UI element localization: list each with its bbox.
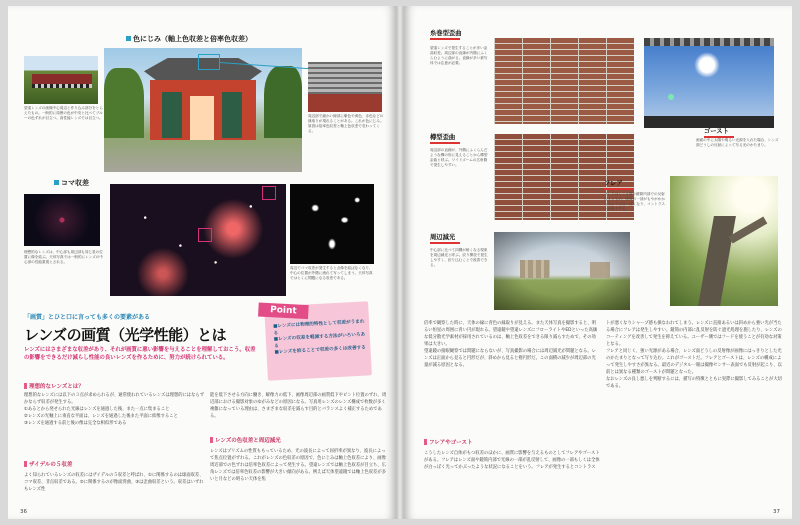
body-ideal: 理想的なレンズには以下の３点が求められるが、通常使われているレンズは理想的にはならずかならず収差が発生する。 ①あるとから発せられた光線はレンズを通過した後、また一点に集まること ②レンズの光軸上に垂直な平面は、レンズを通過した後また平面に結像すること ③レンズを通過する前と後の像は完全な相似形である: [24, 393, 204, 426]
body-right-col2: トが悪くなりシャープ感も損なわれてしまう。レンズに直接あるいは斜めから強い光が当たる場合にフレアは発生しやすい。鏡筒の内部に乱反射を防ぐ遮光処理を施したり、レンズのコーティングを改善して発生を抑えている。ユーザー側ではフードを使うことが有効な対策となる。 フレアと同じく、強い光源がある場合、レンズ面どうしの反射像が画像にはっきりとした光のかたまりとなって写り込む。これがゴーストだ。フレアとゴーストは、レンズの構成によって発生しやすさが異なる。最近のデジタル一眼は撮像センサー表面でも反射が起こり、以前とは異なる種類のゴーストが問題となった。 なおレンズの良し悪しを判断するには、描写の特徴とともに実際に撮影してみることが大切である。: [606, 321, 782, 389]
caption-pincushion: 望遠レンズで発生することが多い歪曲収差。周辺部の直線が内側にふくらむように曲がる。直線が多い被写体では注意が必要。: [430, 46, 488, 65]
body-mid: 能を低下させる方向に働き、解像力の低下、画像周辺部の画質低下やピント位置のずれ、周辺部における撮影対象のゆがみなどの原因になる。写真用レンズのレンズ構成で枚数が多く複雑になっている理由は、さまざまな収差を減らす目的とバランスよく補正するためである。: [210, 393, 387, 419]
left-page: [8, 6, 396, 519]
photo-vignette-city: [494, 232, 630, 310]
photo-ghost-sun: [644, 38, 774, 128]
section-title-chromatic: 色にじみ（軸上色収差と倍率色収差）: [126, 34, 252, 44]
page-gutter: [396, 6, 404, 519]
caption-detail: 周辺部で細かい線部に紫色や黄色、赤色などの縁取りが現れることがある。これが色にじみ。原因は倍率色収差と軸上色収差で変わってくる。: [308, 114, 384, 133]
point-item: ■レンズには物理的特性として収差がうまれる: [273, 319, 365, 336]
point-item: ■レンズの収差を軽減する方法がいろいろある: [273, 332, 366, 350]
photo-stars-center: [24, 194, 100, 246]
callout-box-roof: [198, 54, 220, 70]
caption-coma-left: 理想的なレンズは、中心部も周辺部も同じ星の位置に像を結ぶ。天体写真では一般的にレンズの中心部の性能重視とされる。: [24, 250, 103, 264]
body-right-col1: 倍率で観察した時に、天体の縁に青色の縁取りが見える。また天体写真を撮影すると、明るい恒星の周囲に青い円が現れる。望遠鏡や望遠レンズにフローライトやEDといった高価な低分散光学素材が採用されているのは、軸上色収差をできる限り減らすためで、その効果は大きい。 望遠鏡の接眼観察では問題にならないが、写真撮影の場合には周辺減光が問題となる。レンズは正面から見ると円形だが、斜めから見ると楕円形だ。この面積の減少が周辺部の光量が減る原因となる。: [424, 321, 598, 368]
photo-trees-detail: [24, 56, 98, 104]
point-label: Point: [258, 302, 309, 319]
point-box: [264, 301, 372, 380]
caption-coma-right: 周辺でコマ収差が発生すると点像を結ばなくなり、中心の位置が外側に流れて写ってしまう。天体写真ではとくに問題になる収差である。: [290, 266, 373, 280]
callout-box-corner: [262, 186, 276, 200]
photo-stars-corner: [290, 184, 374, 264]
body-seidel: よく知られているレンズの収差にはザイデルの５収差と呼ばれ、①に関係するのは球面収差、コマ収差、非点収差である。②に関係するのが像面湾曲、③は歪曲収差という。収差はいずれもレンズ性: [24, 473, 204, 492]
caption-flare: フレアはレンズ面や鏡筒内部での反射によるもの。画像の一部がもやがかかったように白っぽくなり、コントラストが低下する。: [604, 192, 665, 211]
section-title-coma: コマ収差: [54, 178, 89, 188]
caption-barrel: 周辺部の直線が、外側にふくらんだような樽の形に見えることから樽型歪曲と呼ぶ。ワイドズームの広角側で発生しやすい。: [430, 148, 488, 167]
callout-box-center: [198, 228, 212, 242]
photo-brick-pincushion: [494, 38, 634, 124]
body-chromatic: レンズはプリズムの性質ももっているため、光の波長によって屈折率が異なり、波長によって焦点位置がずれる。これがレンズの色収差の原因で、色にじみは軸上色収差により、画像周辺部での色ずれは倍率色収差によって発生する。望遠レンズでは軸上色収差が目立ち、広角レンズでは倍率色収差の影響が大きい傾向がある。例えば天体望遠鏡では軸上色収差が多いと月などの明るい天体を焦: [210, 449, 386, 482]
point-item: ■レンズを絞ることで収差の多くは改善する: [274, 345, 366, 356]
tag-vignette: 周辺減光: [430, 232, 460, 244]
caption-ghost: 画面の中に太陽や明るい光源を入れた場合、レンズ面どうしの反射によって写る光のかたまり。: [696, 138, 779, 147]
right-page: [404, 6, 792, 519]
body-right-col1b: こうしたレンズ自体がもつ収差のほかに、画質に影響を与えるものとしてフレアやゴーストがある。フレアはレンズ面や鏡筒内部で光線の一部が乱反射して、画像の一部もしくは全体が白っぽく光ってかぶったような状況になることをいう。フレアが発生するとコントラス: [424, 451, 600, 470]
tag-flare: フレア: [604, 178, 634, 190]
tag-pincushion: 糸巻型歪曲: [430, 28, 461, 40]
heading-flare-ghost: フレアやゴースト: [424, 438, 473, 446]
tag-ghost: ゴースト: [704, 126, 734, 138]
heading-chromatic: レンズの色収差と周辺減光: [210, 436, 281, 444]
tag-barrel: 樽型歪曲: [430, 132, 460, 144]
headline-sub: 「画質」とひと口に言っても多くの要素がある: [24, 314, 151, 321]
caption-temple: 望遠レンズの画像中心周辺と作り込み部分をとらえたもの。一般的に周囲の色が中央と比べてブルーの色ずれが目立つ。高性能レンズでは目立つ。: [24, 106, 103, 120]
page-number-right: 37: [773, 509, 780, 515]
heading-ideal-lens: 理想的なレンズとは？: [24, 382, 84, 390]
photo-roof-detail: [308, 62, 382, 112]
page-number-left: 36: [20, 509, 27, 515]
photo-flare-tree: [670, 176, 778, 306]
point-list: [273, 320, 367, 358]
caption-vignette: 中心部に比べて四隅が暗くなる現象を周辺減光と呼ぶ。絞り開放で発生しやすく、絞り込むことで改善できる。: [430, 248, 488, 267]
headline-main: レンズの画質（光学性能）とは: [24, 326, 227, 344]
lead-text: レンズにはさまざまな収差があり、それが画質に悪い影響を与えることを理解しておこう。収差の影響をできるだけ減らし性能の良いレンズを作るために、努力が続けられている。: [24, 347, 256, 361]
heading-seidel: ザイデルの５収差: [24, 460, 72, 468]
